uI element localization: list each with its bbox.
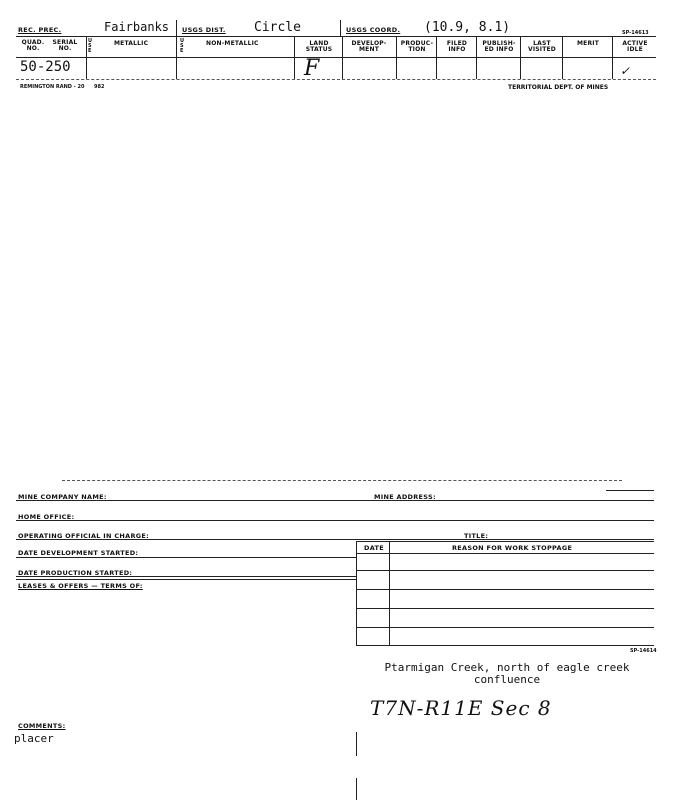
rule [16,539,654,540]
col-divider [520,37,521,79]
printer-code: 982 [94,84,105,90]
col-divider [612,37,613,79]
rule [16,500,654,501]
col-production: PRODUC- TION [400,40,434,53]
col-divider [86,37,87,79]
col-development: DEVELOP- MENT [351,40,387,53]
col-use-1: U S E [88,38,93,54]
location-note [372,662,642,686]
col-divider [356,732,357,756]
col-merit: MERIT [576,40,599,47]
active-idle-mark: ✓ [620,64,631,78]
rule [356,608,654,609]
card-edge [62,480,622,481]
col-metallic: METALLIC [114,40,149,47]
usgs-dist-label: USGS DIST. [182,26,226,34]
col-divider [356,541,357,645]
col-divider [476,37,477,79]
rule [356,627,654,628]
handwritten-location: T7N-R11E Sec 8 [370,696,552,720]
usgs-coord-label: USGS COORD. [346,26,401,34]
header-rule [16,36,656,37]
rule [16,520,654,521]
col-use-2: U S E [180,38,185,54]
col-published-info: PUBLISH- ED INFO [482,40,516,53]
col-divider [389,541,390,645]
form-number: SP-14613 [622,30,649,36]
col-divider [176,37,177,79]
home-office-label: HOME OFFICE: [18,513,75,521]
date-column-label: DATE [364,544,384,552]
col-non-metallic: NON-METALLIC [206,40,259,47]
col-divider [396,37,397,79]
usgs-dist-value: Circle [254,20,301,35]
quad-serial-value: 50-250 [20,59,71,75]
col-last-visited: LAST VISITED [527,40,556,53]
col-divider [436,37,437,79]
header-rule [16,57,656,58]
rule [356,553,654,554]
usgs-coord-value: (10.9, 8.1) [424,20,511,35]
rec-prec-label: REC. PREC. [18,26,62,34]
rule [16,557,356,558]
rule [16,576,356,577]
rule [356,541,654,542]
form-number-2: SP-14614 [630,648,657,654]
date-development-started-label: DATE DEVELOPMENT STARTED: [18,549,139,557]
date-production-started-label: DATE PRODUCTION STARTED: [18,569,133,577]
mine-company-name-label: MINE COMPANY NAME: [18,493,107,501]
rule [356,589,654,590]
leases-offers-label: LEASES & OFFERS — TERMS OF: [18,582,143,590]
location-note-line-2: confluence [473,673,541,686]
col-serial-no: SERIAL NO. [52,39,78,52]
row-rule [16,79,656,80]
comments-value: placer [14,732,54,745]
land-status-mark: F [304,56,320,81]
rec-prec-value: Fairbanks [104,20,170,34]
col-land-status: LAND STATUS [305,40,333,53]
col-quad-no: QUAD. NO. [21,39,45,52]
col-filed-info: FILED INFO [446,40,468,53]
comments-label: COMMENTS: [18,722,66,730]
col-divider [356,778,357,800]
rule [16,579,356,580]
col-divider [294,37,295,79]
printer-imprint: REMINGTON RAND - 20 [20,84,85,90]
department-imprint: TERRITORIAL DEPT. OF MINES [508,84,609,91]
mine-address-label: MINE ADDRESS: [374,493,436,501]
divider [176,20,177,36]
col-divider [342,37,343,79]
operating-official-label: OPERATING OFFICIAL IN CHARGE: [18,532,150,540]
reason-column-label: REASON FOR WORK STOPPAGE [452,544,573,552]
rule [356,570,654,571]
col-active-idle: ACTIVE IDLE [622,40,648,53]
location-note-line-1: Ptarmigan Creek, north of eagle creek [384,661,630,674]
col-divider [562,37,563,79]
divider [340,20,341,36]
card-edge [606,490,654,491]
rule [356,645,654,646]
title-label: TITLE: [464,532,489,540]
